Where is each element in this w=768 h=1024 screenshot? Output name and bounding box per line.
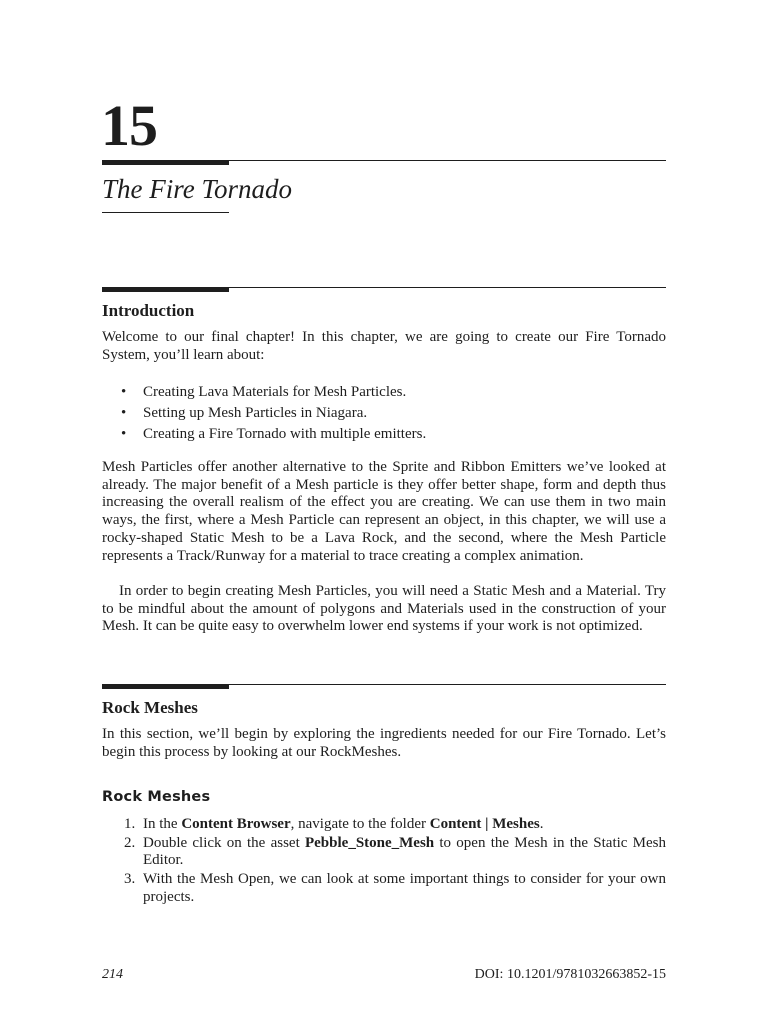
chapter-rule-thin: [229, 160, 666, 161]
step-text: In the: [143, 816, 182, 832]
list-item: [102, 424, 666, 445]
step-number: 1.: [124, 816, 136, 832]
chapter-title: The Fire Tornado: [102, 174, 293, 204]
body-paragraph: Mesh Particles offer another alternative to the Sprite and Ribbon Emitters we’ve looked at already. The major benefit of a Mesh particle is they offer better shape, form and depth thus increasing the overall realism of the effect you are creating. We can use them in two main ways, the first, where a Mesh Particle can represent an object, in this chapter, we will use a rocky-shaped Static Mesh to be a Lava Rock, and the second, where the Mesh Particle represents a Track/Runway for a material to trace creating a complex animation.: [102, 459, 666, 564]
step-item: [102, 871, 666, 906]
step-text: .: [539, 816, 544, 832]
ui-term: Pebble_Stone_Mesh: [304, 834, 435, 851]
list-item: [102, 403, 666, 424]
section-rule-thick: [102, 287, 229, 292]
numbered-steps: [102, 816, 666, 908]
bullet-text: Creating a Fire Tornado with multiple emitters.: [143, 426, 427, 442]
subsection-heading: Rock Meshes: [102, 789, 211, 805]
step-text: , navigate to the folder: [290, 816, 430, 832]
chapter-number: 15: [101, 93, 157, 158]
step-text: With the Mesh Open, we can look at some important things to consider for your own projects.: [143, 871, 666, 905]
step-number: 3.: [124, 871, 136, 888]
bullet-list: [102, 382, 666, 445]
step-text: Double click on the asset: [143, 834, 305, 851]
section-rule-thin: [229, 684, 666, 685]
bullet-icon: •: [121, 426, 127, 442]
body-paragraph: In order to begin creating Mesh Particles, you will need a Static Mesh and a Material. Try to be mindful about the amount of polygons and Materials used in the construction of your Mesh. It can be quite easy to overwhelm lower end systems if your work is not optimized.: [102, 583, 666, 635]
section-rule-thin: [229, 287, 666, 288]
step-number: 2.: [124, 834, 136, 851]
section-rule-thick: [102, 684, 229, 689]
doi-reference: DOI: 10.1201/9781032663852-15: [474, 967, 666, 982]
section-intro-paragraph: In this section, we’ll begin by exploring the ingredients needed for our Fire Tornado. Let’s begin this process by looking at our RockMeshes.: [102, 726, 666, 760]
step-item: [102, 816, 666, 834]
chapter-rule-thick: [102, 160, 229, 165]
bullet-text: Setting up Mesh Particles in Niagara.: [143, 405, 368, 421]
bullet-text: Creating Lava Materials for Mesh Particles.: [143, 384, 407, 400]
bullet-icon: •: [121, 405, 127, 421]
step-item: [102, 835, 666, 870]
list-item: [102, 382, 666, 403]
ui-term: Content Browser: [181, 816, 291, 832]
section-heading-introduction: Introduction: [102, 301, 195, 320]
page-number: 214: [102, 967, 123, 982]
section-heading-rock-meshes: Rock Meshes: [102, 698, 198, 717]
title-underline: [102, 212, 229, 213]
ui-term: Content | Meshes: [429, 816, 540, 832]
bullet-icon: •: [121, 384, 127, 400]
intro-paragraph: Welcome to our final chapter! In this chapter, we are going to create our Fire Tornado System, you’ll learn about:: [102, 329, 666, 363]
step-text: to open the Mesh in the Static Mesh Editor.: [143, 834, 667, 869]
